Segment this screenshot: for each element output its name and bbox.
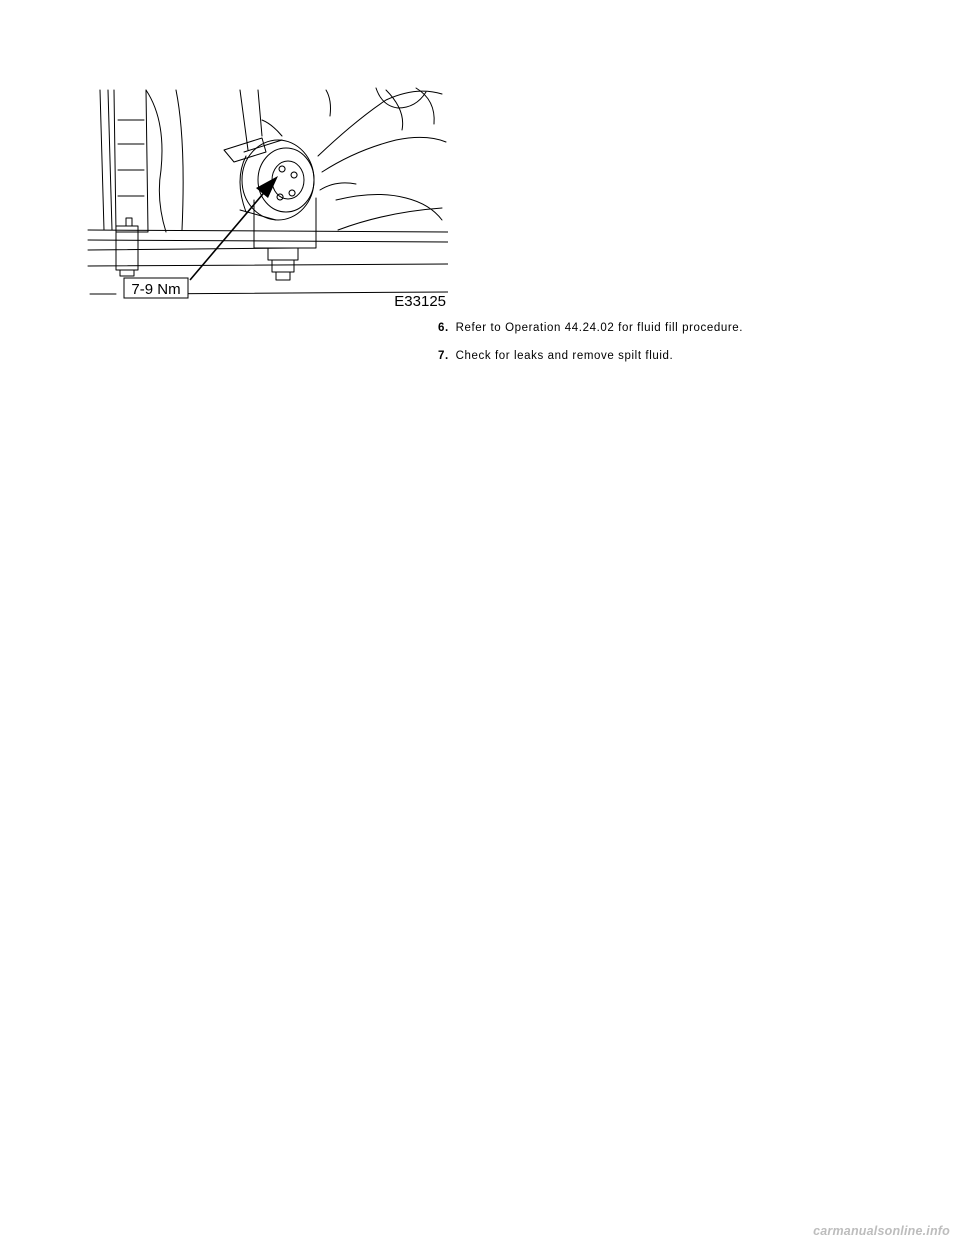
step-number: 6. [438,322,449,334]
torque-label: 7-9 Nm [131,281,181,298]
procedure-steps [438,320,938,376]
step-6 [438,320,938,336]
step-7 [438,348,938,364]
figure-id: E33125 [394,293,446,310]
step-text: Check for leaks and remove spilt fluid. [455,350,674,362]
watermark: carmanualsonline.info [813,1224,950,1238]
step-text: Refer to Operation 44.24.02 for fluid fill procedure. [455,322,744,334]
line-drawing [86,80,448,310]
step-number: 7. [438,350,449,362]
illustration-figure [86,80,448,310]
